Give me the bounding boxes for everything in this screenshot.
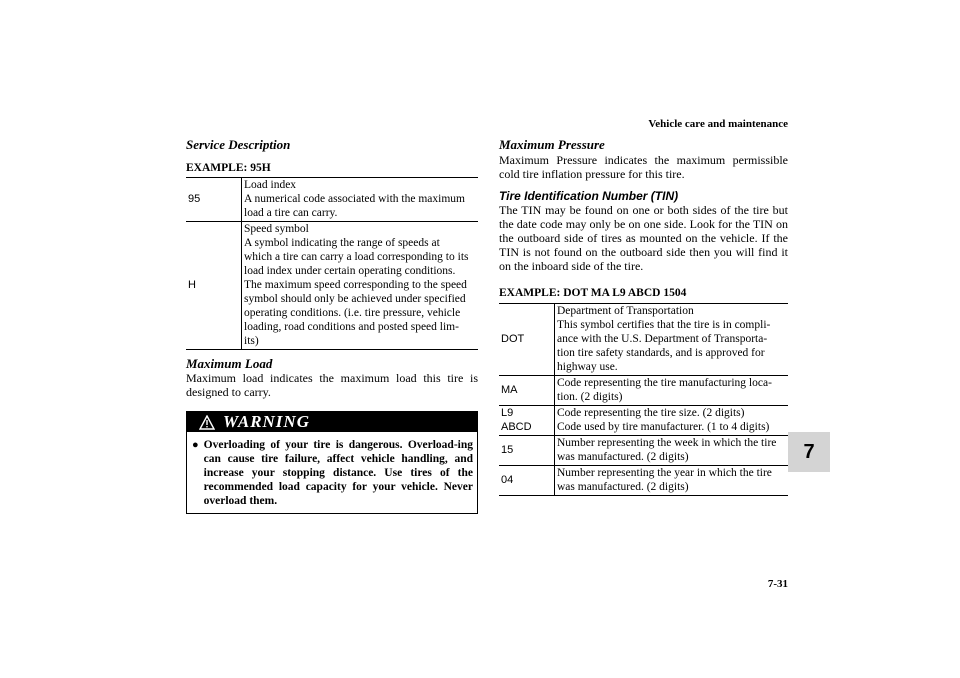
row-description [242, 178, 479, 222]
maximum-load-title: Maximum Load [186, 356, 273, 371]
left-column [186, 138, 478, 514]
maximum-load-text: Maximum load indicates the maximum load this tire is designed to carry. [186, 371, 478, 399]
row-description [555, 466, 789, 496]
description-line: A symbol indicating the range of speeds at [244, 237, 440, 249]
description-line: Department of Transportation [557, 305, 694, 317]
description-line: Load index [244, 179, 297, 191]
row-description [555, 436, 789, 466]
description-line: This symbol certifies that the tire is in compli- [557, 319, 771, 331]
description-line: was manufactured. (2 digits) [557, 451, 689, 463]
row-description [242, 222, 479, 350]
description-line: operating conditions. (i.e. tire pressure, vehicle [244, 307, 461, 319]
description-line: The maximum speed corresponding to the speed [244, 279, 467, 291]
code-line: DOT [501, 333, 525, 345]
table-row [499, 304, 788, 376]
maximum-pressure-text: Maximum Pressure indicates the maximum permissible cold tire inflation pressure for this tire. [499, 153, 788, 181]
warning-text: Overloading of your tire is dangerous. Overload-ing can cause tire failure, affect vehicle handling, and increase your stopping distance. Use tires of the recommended load capacity for your vehicle. Never overload them. [203, 439, 473, 507]
table-row [499, 466, 788, 496]
description-line: Code representing the tire size. (2 digits) [557, 407, 745, 419]
service-example: EXAMPLE: 95H [186, 162, 271, 174]
row-code [499, 304, 555, 376]
description-line: ance with the U.S. Department of Transporta- [557, 333, 768, 345]
service-description-title: Service Description [186, 137, 291, 152]
description-line: highway use. [557, 361, 618, 373]
description-line: tion tire safety standards, and is approved for [557, 347, 765, 359]
warning-box [186, 411, 478, 514]
warning-body [187, 432, 477, 513]
tin-table [499, 303, 788, 496]
tin-example: EXAMPLE: DOT MA L9 ABCD 1504 [499, 287, 687, 299]
row-code: H [186, 222, 242, 350]
tin-title: Tire Identification Number (TIN) [499, 189, 679, 203]
row-description [555, 304, 789, 376]
tin-text: The TIN may be found on one or both sides of the tire but the date code may only be on one side. Look for the TIN on the outboard side of tires as mounted on the vehicle. If the TIN is not found on the outboard side then you will find it on the inboard side of the tire. [499, 203, 788, 273]
warning-triangle-icon [199, 415, 215, 430]
row-code [499, 376, 555, 406]
description-line: Number representing the year in which the tire [557, 467, 772, 479]
description-line: load index under certain operating conditions. [244, 265, 456, 277]
service-description-table [186, 177, 478, 350]
description-line: symbol should only be achieved under specified [244, 293, 466, 305]
maximum-pressure-title: Maximum Pressure [499, 137, 605, 152]
description-line: Code representing the tire manufacturing loca- [557, 377, 772, 389]
code-line: L9 [501, 407, 514, 419]
description-line: Speed symbol [244, 223, 309, 235]
row-code [499, 436, 555, 466]
page-header-title: Vehicle care and maintenance [648, 118, 788, 130]
right-column [499, 138, 788, 496]
description-line: Code used by tire manufacturer. (1 to 4 digits) [557, 421, 770, 433]
bullet-icon: ● [192, 439, 199, 451]
code-line: 15 [501, 444, 514, 456]
code-line: ABCD [501, 421, 532, 433]
table-row [499, 376, 788, 406]
row-description [555, 376, 789, 406]
description-line: its) [244, 335, 259, 347]
row-description [555, 406, 789, 436]
description-line: Number representing the week in which the tire [557, 437, 777, 449]
row-code [499, 406, 555, 436]
chapter-tab: 7 [788, 432, 830, 472]
description-line: tion. (2 digits) [557, 391, 623, 403]
description-line: load a tire can carry. [244, 207, 338, 219]
description-line: A numerical code associated with the maximum [244, 193, 465, 205]
table-row [186, 222, 478, 350]
row-code [499, 466, 555, 496]
table-row [186, 178, 478, 222]
code-line: 04 [501, 474, 514, 486]
code-line: MA [501, 384, 518, 396]
page-number: 7-31 [767, 578, 788, 590]
table-row [499, 436, 788, 466]
description-line: which a tire can carry a load corresponding to its [244, 251, 469, 263]
description-line: loading, road conditions and posted speed lim- [244, 321, 459, 333]
table-row [499, 406, 788, 436]
warning-label: WARNING [223, 412, 310, 431]
warning-header [187, 412, 477, 432]
row-code: 95 [186, 178, 242, 222]
description-line: was manufactured. (2 digits) [557, 481, 689, 493]
